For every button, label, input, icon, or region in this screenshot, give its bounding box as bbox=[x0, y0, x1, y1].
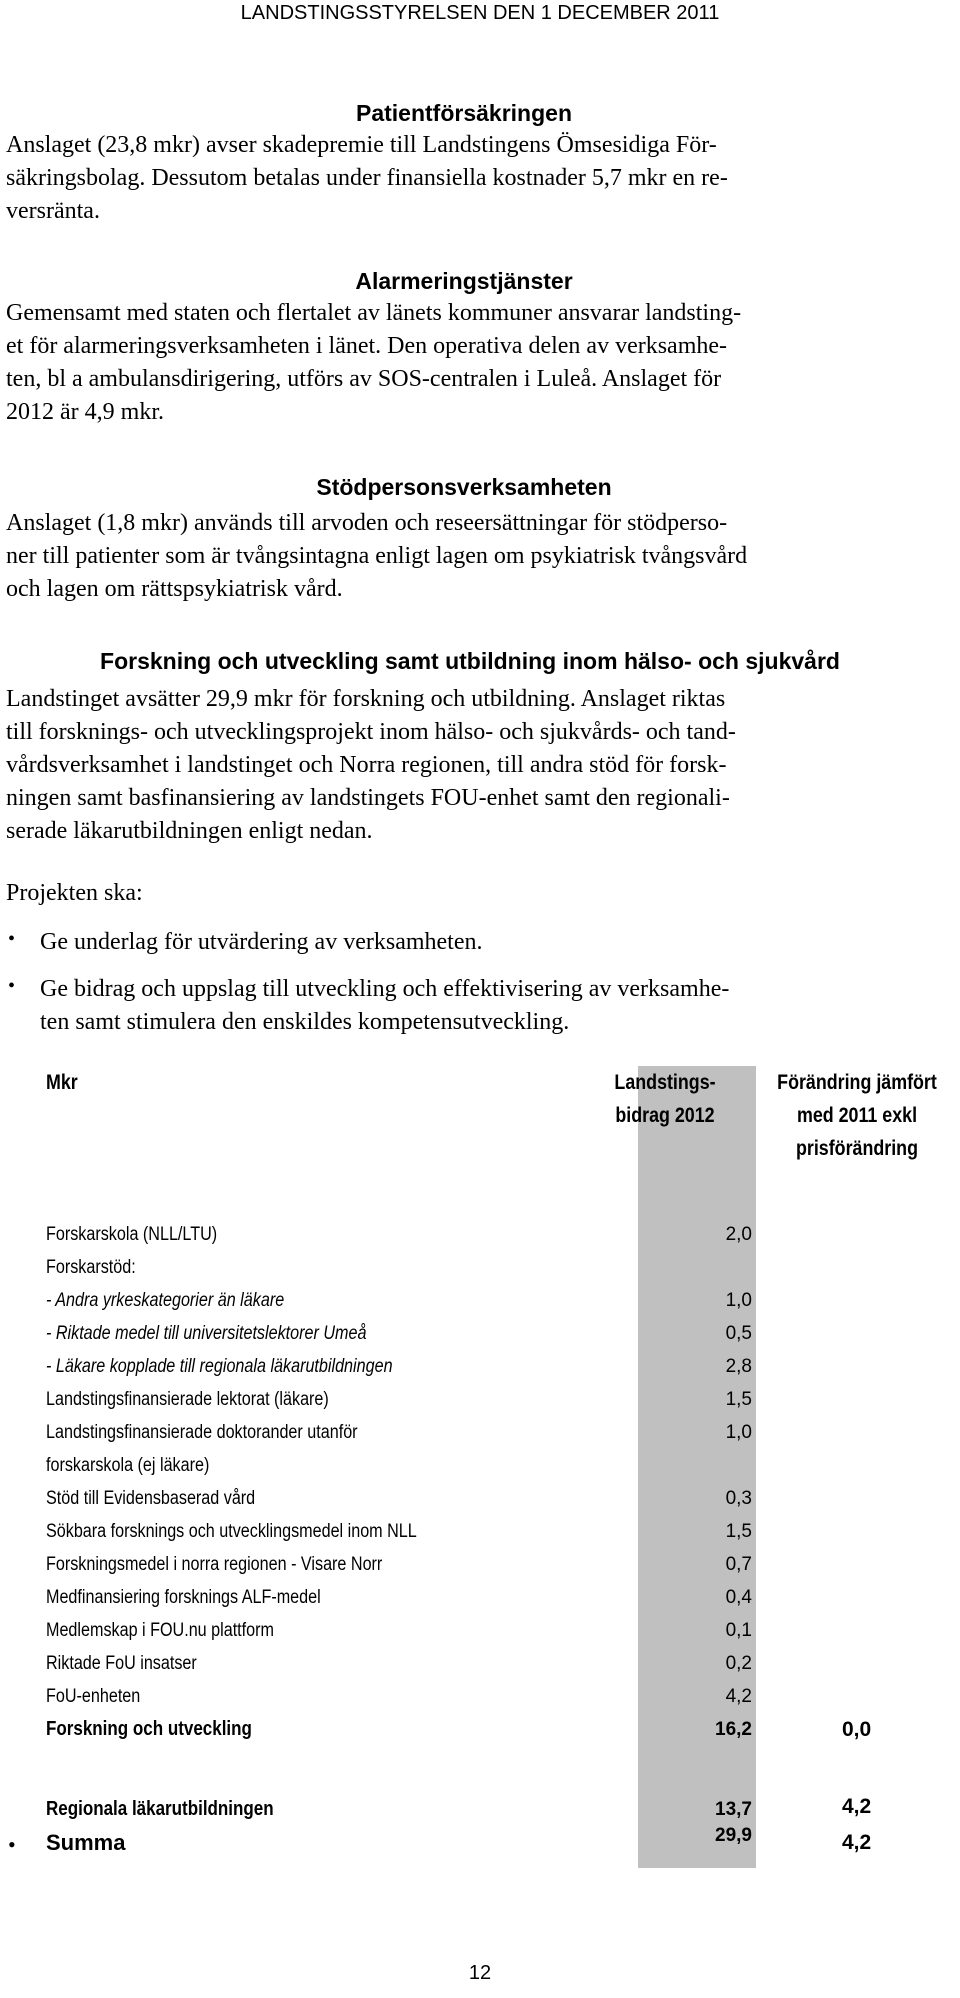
table-row-label: Forskarstöd: bbox=[46, 1257, 136, 1278]
table-row-label: - Andra yrkeskategorier än läkare bbox=[46, 1290, 285, 1311]
table-row-label: Forskningsmedel i norra regionen - Visare Norr bbox=[46, 1554, 383, 1575]
table-row-label: Medlemskap i FOU.nu plattform bbox=[46, 1620, 274, 1641]
text-line: ten, bl a ambulansdirigering, utförs av SOS-centralen i Luleå. Anslaget för bbox=[6, 366, 722, 392]
text-line: Landstinget avsätter 29,9 mkr för forskning och utbildning. Anslaget riktas bbox=[6, 686, 726, 712]
text-line: ningen samt basfinansiering av landstingets FOU-enhet samt den regionali- bbox=[6, 785, 730, 811]
text-line: till forsknings- och utvecklingsprojekt inom hälso- och sjukvårds- och tand- bbox=[6, 719, 736, 745]
paragraph-stodpersonsverksamheten bbox=[6, 507, 928, 606]
table-row-value: 16,2 bbox=[715, 1719, 752, 1740]
section-title-stodpersonsverksamheten: Stödpersonsverksamheten bbox=[316, 474, 612, 500]
table-row-value: 2,8 bbox=[725, 1356, 752, 1377]
bullet-icon: • bbox=[8, 975, 16, 997]
text-line: ten samt stimulera den enskildes kompetensutveckling. bbox=[40, 1009, 570, 1035]
table-row-summa-label: Summa bbox=[46, 1830, 126, 1855]
table-row-value: 1,0 bbox=[725, 1290, 752, 1311]
table-row-summa-value: 29,9 bbox=[715, 1825, 752, 1846]
table-row-label: Sökbara forsknings och utvecklingsmedel inom NLL bbox=[46, 1521, 417, 1542]
table-row-value: 1,5 bbox=[725, 1389, 752, 1410]
paragraph-alarmeringstjanster bbox=[6, 297, 928, 429]
table-row-regional-change: 4,2 bbox=[842, 1795, 872, 1818]
bullet-icon: • bbox=[8, 928, 16, 950]
text-line: Anslaget (23,8 mkr) avser skadepremie till Landstingens Ömsesidiga För- bbox=[6, 132, 717, 158]
table-row-value: 0,5 bbox=[725, 1323, 752, 1344]
table-row-label: Forskning och utveckling bbox=[46, 1718, 252, 1740]
table-header-bidrag bbox=[576, 1066, 755, 1132]
text-line: ner till patienter som är tvångsintagna enligt lagen om psykiatrisk tvångsvård bbox=[6, 543, 748, 569]
table-row-change: 0,0 bbox=[842, 1718, 872, 1741]
bullet-item bbox=[40, 926, 940, 959]
table-row-value: 0,4 bbox=[725, 1587, 752, 1608]
text-line: Anslaget (1,8 mkr) används till arvoden och reseersättningar för stödperso- bbox=[6, 510, 728, 536]
section-title-patientforsakringen: Patientförsäkringen bbox=[356, 100, 572, 126]
text-line: vårdsverksamhet i landstinget och Norra regionen, till andra stöd för forsk- bbox=[6, 752, 727, 778]
bullet-item bbox=[40, 973, 940, 1039]
table-row-value: 1,0 bbox=[725, 1422, 752, 1443]
page-number: 12 bbox=[468, 1962, 492, 1984]
text-line: säkringsbolag. Dessutom betalas under finansiella kostnader 5,7 mkr en re- bbox=[6, 165, 728, 191]
table-row-label: Landstingsfinansierade doktorander utanför bbox=[46, 1422, 358, 1443]
text-line: 2012 är 4,9 mkr. bbox=[6, 399, 164, 425]
table-row-value: 1,5 bbox=[725, 1521, 752, 1542]
table-row-label: Forskarskola (NLL/LTU) bbox=[46, 1224, 218, 1245]
table-header-change bbox=[759, 1066, 955, 1165]
header-line: Landstings- bbox=[614, 1071, 716, 1094]
table-header-mkr: Mkr bbox=[46, 1071, 78, 1094]
table-row-value: 0,2 bbox=[725, 1653, 752, 1674]
text-line: och lagen om rättspsykiatrisk vård. bbox=[6, 576, 343, 602]
table-row-label: forskarskola (ej läkare) bbox=[46, 1455, 210, 1476]
table-row-value: 0,3 bbox=[725, 1488, 752, 1509]
table-row-regional-label: Regionala läkarutbildningen bbox=[46, 1798, 274, 1820]
table-row-value: 0,1 bbox=[725, 1620, 752, 1641]
table-row-label: Landstingsfinansierade lektorat (läkare) bbox=[46, 1389, 329, 1410]
table-row-label: Stöd till Evidensbaserad vård bbox=[46, 1488, 256, 1509]
header-line: prisförändring bbox=[795, 1137, 918, 1160]
section-title-alarmeringstjanster: Alarmeringstjänster bbox=[355, 268, 573, 294]
table-highlight-column bbox=[638, 1066, 756, 1868]
section-title-forskning: Forskning och utveckling samt utbildning inom hälso- och sjukvård bbox=[100, 648, 840, 674]
text-line: Ge bidrag och uppslag till utveckling och effektivisering av verksamhe- bbox=[40, 976, 730, 1002]
text-line: et för alarmeringsverksamheten i länet. Den operativa delen av verksamhe- bbox=[6, 333, 728, 359]
table-row-summa-change: 4,2 bbox=[842, 1831, 872, 1854]
table-row-value: 2,0 bbox=[725, 1224, 752, 1245]
projects-intro: Projekten ska: bbox=[6, 880, 143, 906]
table-row-label: - Riktade medel till universitetslektorer Umeå bbox=[46, 1323, 367, 1344]
table-row-value: 4,2 bbox=[725, 1686, 752, 1707]
table-row-regional-value: 13,7 bbox=[715, 1799, 752, 1820]
paragraph-forskning bbox=[6, 683, 928, 848]
text-line: versränta. bbox=[6, 198, 100, 224]
paragraph-patientforsakringen bbox=[6, 129, 928, 228]
table-row-label: Riktade FoU insatser bbox=[46, 1653, 197, 1674]
header-line: bidrag 2012 bbox=[615, 1104, 715, 1127]
header-line: Förändring jämfört bbox=[777, 1071, 937, 1094]
table-row-label: FoU-enheten bbox=[46, 1686, 141, 1707]
text-line: serade läkarutbildningen enligt nedan. bbox=[6, 818, 373, 844]
text-line: Gemensamt med staten och flertalet av länets kommuner ansvarar landsting- bbox=[6, 300, 742, 326]
table-row-label: - Läkare kopplade till regionala läkarutbildningen bbox=[46, 1356, 393, 1377]
table-row-value: 0,7 bbox=[725, 1554, 752, 1575]
table-row-label: Medfinansiering forsknings ALF-medel bbox=[46, 1587, 321, 1608]
header-line: med 2011 exkl bbox=[796, 1104, 918, 1127]
bullet-icon: • bbox=[8, 1832, 16, 1857]
page-header: LANDSTINGSSTYRELSEN DEN 1 DECEMBER 2011 bbox=[240, 2, 720, 24]
text-line: Ge underlag för utvärdering av verksamheten. bbox=[40, 929, 483, 955]
